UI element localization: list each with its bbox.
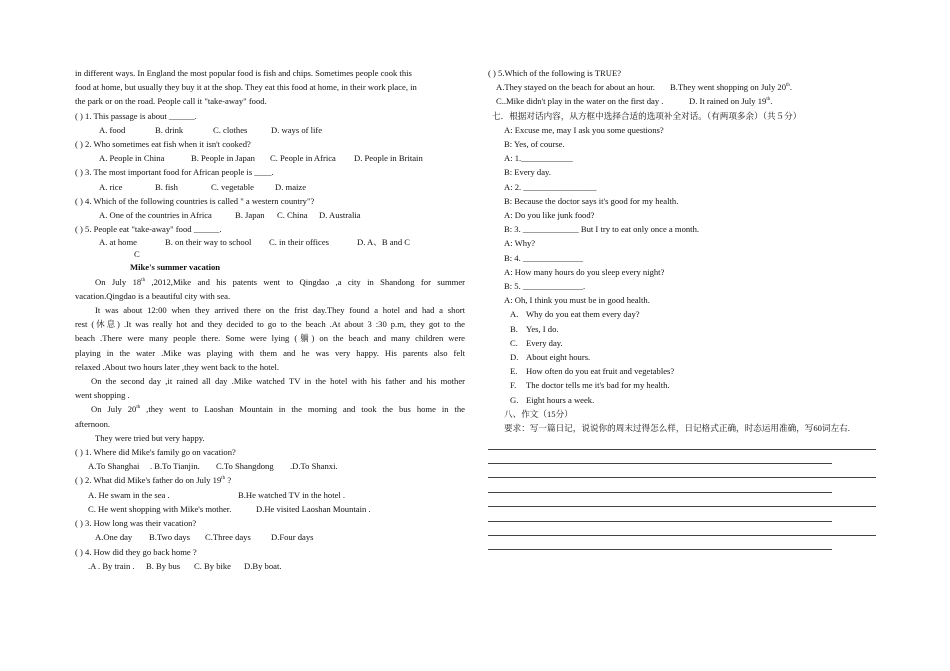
- question-5-true-options: [488, 80, 876, 94]
- option-b: B. fish: [155, 181, 178, 192]
- dialogue-line: B: Because the doctor says it's good for my health.: [504, 195, 679, 206]
- choice-item: E. How often do you eat fruit and vegetables?: [510, 366, 675, 377]
- option-d: D. maize: [275, 181, 307, 192]
- writing-line[interactable]: [488, 522, 876, 536]
- dialogue-line: A: Oh, I think you must be in good health.: [504, 295, 650, 306]
- paragraph-2-line: relaxed .About two hours later ,they went back to the hotel.: [75, 361, 280, 372]
- option-d: .D.To Shanxi.: [290, 461, 338, 472]
- option-a: A.They stayed on the beach for about an hour.: [496, 82, 655, 93]
- option-c: C. in their offices: [269, 237, 329, 248]
- option-a: A.To Shanghai: [88, 461, 140, 472]
- writing-requirement: 要求：写一篇日记，说说你的周末过得怎么样，日记格式正确，时态运用准确，写60词左右.: [504, 423, 850, 434]
- option-c: C.To Shangdong: [216, 461, 274, 472]
- choice-item: A. Why do you eat them every day?: [510, 309, 640, 320]
- option-b: B.Two days: [149, 532, 190, 543]
- paragraph-1-line: vacation.Qingdao is a beautiful city with sea.: [75, 290, 231, 301]
- dialogue-line: A: 1.____________: [504, 153, 573, 164]
- question-1-options: [75, 123, 465, 137]
- paragraph-2-line: rest (休息) .It was really hot and they decided to go to the beach .At about 3 :30 p.m, they got to the: [75, 319, 465, 330]
- paragraph-2-line: playing in the water .Mike was playing with them and he was very happy. His parents also felt: [75, 347, 465, 358]
- question-3-stem: ( ) 3. The most important food for African people is ____.: [75, 167, 274, 178]
- mike-question-1-options: [75, 459, 465, 473]
- option-b: B.They went shopping on July 20th.: [670, 82, 793, 93]
- option-b: B. on their way to school: [165, 237, 252, 248]
- question-5-true-stem: ( ) 5.Which of the following is TRUE?: [488, 68, 622, 78]
- option-a: A.One day: [95, 532, 133, 543]
- option-c: C. He went shopping with Mike's mother.: [88, 503, 232, 514]
- dialogue-line: B: Yes, of course.: [504, 139, 565, 150]
- option-c: C. People in Africa: [270, 153, 336, 164]
- option-d: D. People in Britain: [354, 153, 423, 164]
- option-d: D. ways of life: [271, 124, 323, 135]
- dialogue-line: A: Excuse me, may I ask you some questions?: [504, 124, 664, 135]
- choice-item: D. About eight hours.: [510, 352, 591, 363]
- question-1-stem: ( ) 1. This passage is about ______.: [75, 110, 197, 121]
- question-5-true-options: [488, 94, 876, 108]
- paragraph-3-line: went shopping .: [75, 390, 130, 401]
- mike-question-4-options: [75, 559, 465, 573]
- option-c: C. China: [277, 210, 308, 221]
- choice-item: F. The doctor tells me it's bad for my health.: [510, 380, 670, 391]
- dialogue-line: A: Why?: [504, 238, 536, 249]
- paragraph-3-line: On the second day ,it rained all day .Mike watched TV in the hotel with his father and his mother: [91, 376, 465, 387]
- writing-line[interactable]: [488, 435, 876, 449]
- passage-line: food at home, but usually they buy it at the shop. They eat this food at home, in their work place, in: [75, 82, 417, 93]
- option-a: A. rice: [99, 181, 123, 192]
- mike-question-3-stem: ( ) 3. How long was their vacation?: [75, 518, 197, 529]
- question-4-options: [75, 208, 465, 222]
- passage-line: the park or on the road. People call it "take-away" food.: [75, 96, 267, 107]
- question-3-options: [75, 180, 465, 194]
- option-b: . B.To Tianjin.: [150, 461, 200, 472]
- question-5-stem: ( ) 5. People eat "take-away" food ______.: [75, 224, 222, 235]
- writing-line[interactable]: [488, 507, 832, 521]
- dialogue-line: A: How many hours do you sleep every night?: [504, 266, 665, 277]
- option-c: C. By bike: [194, 560, 232, 571]
- option-b: B. Japan: [235, 210, 265, 221]
- writing-line[interactable]: [488, 464, 876, 478]
- paragraph-1-line: On July 18th ,2012,Mike and his patents went to Qingdao ,a city in Shandong for summer: [95, 276, 465, 287]
- writing-line[interactable]: [488, 478, 832, 492]
- option-a: A. food: [99, 124, 126, 135]
- option-c: C. clothes: [213, 124, 248, 135]
- mike-question-2-options: [75, 502, 465, 516]
- option-a: .A . By train .: [88, 560, 135, 571]
- option-b: B. People in Japan: [191, 153, 255, 164]
- option-a: A. People in China: [99, 153, 165, 164]
- dialogue-line: A: 2. _________________: [504, 181, 597, 192]
- option-b: B. By bus: [146, 560, 181, 571]
- option-c: C.Three days: [205, 532, 251, 543]
- writing-line[interactable]: [488, 536, 832, 550]
- option-a: A. He swam in the sea .: [88, 489, 170, 500]
- mike-question-2-stem: ( ) 2. What did Mike's father do on July 19th ?: [75, 475, 232, 486]
- question-2-options: [75, 151, 465, 165]
- passage-line: in different ways. In England the most popular food is fish and chips. Sometimes people cook this: [75, 68, 412, 78]
- choice-item: C. Every day.: [510, 337, 563, 348]
- section-8-heading: 八、作文（15分）: [504, 408, 573, 419]
- mike-question-2-options: [75, 488, 465, 502]
- paragraph-4-line: afternoon.: [75, 418, 111, 429]
- option-wrap: C: [134, 249, 140, 260]
- dialogue-line: B: 5. ______________.: [504, 281, 586, 292]
- question-5-options: [75, 236, 465, 248]
- dialogue-line: B: Every day.: [504, 167, 551, 178]
- mike-question-4-stem: ( ) 4. How did they go back home ?: [75, 546, 197, 557]
- paragraph-5-line: They were tried but very happy.: [95, 432, 205, 443]
- option-c: C. vegetable: [211, 181, 254, 192]
- right-column: [488, 66, 876, 550]
- paragraph-4-line: On July 20th ,they went to Laoshan Mountain in the morning and took the bus home in the: [91, 404, 465, 415]
- question-4-stem: ( ) 4. Which of the following countries is called " a western country"?: [75, 195, 315, 206]
- writing-line[interactable]: [488, 493, 876, 507]
- dialogue-line: B: 3. _____________ But I try to eat only once a month.: [504, 224, 700, 235]
- option-b: B. drink: [155, 124, 184, 135]
- option-a: A. at home: [99, 237, 137, 248]
- option-d: D.Four days: [271, 532, 314, 543]
- dialogue-line: A: Do you like junk food?: [504, 210, 595, 221]
- choice-item: B. Yes, I do.: [510, 323, 559, 334]
- option-d: D.He visited Laoshan Mountain .: [256, 503, 371, 514]
- option-c: C..Mike didn't play in the water on the first day .: [496, 96, 664, 107]
- paragraph-2-line: beach .There were many people there. Some were lying (躺) on the beach and many children were: [75, 333, 465, 344]
- option-d: D. A、B and C: [357, 237, 410, 248]
- choice-item: G. Eight hours a week.: [510, 394, 595, 405]
- story-title: Mike's summer vacation: [130, 262, 221, 273]
- option-a: A. One of the countries in Africa: [99, 210, 212, 221]
- mike-question-3-options: [75, 530, 465, 544]
- option-d: D. Australia: [319, 210, 361, 221]
- mike-question-1-stem: ( ) 1. Where did Mike's family go on vacation?: [75, 447, 236, 458]
- option-d: D.By boat.: [244, 560, 282, 571]
- option-b: B.He watched TV in the hotel .: [238, 489, 346, 500]
- dialogue-line: B: 4. ______________: [504, 252, 584, 263]
- writing-line[interactable]: [488, 450, 832, 464]
- option-d: D. It rained on July 19th.: [689, 96, 773, 107]
- paragraph-2-line: It was about 12:00 when they arrived there on the frist day.They found a hotel and had a short: [95, 305, 465, 316]
- question-2-stem: ( ) 2. Who sometimes eat fish when it isn't cooked?: [75, 139, 251, 150]
- left-column: [75, 66, 465, 573]
- section-7-heading: 七．根据对话内容，从方框中选择合适的选项补全对话。（有两项多余）（共５分）: [492, 110, 802, 121]
